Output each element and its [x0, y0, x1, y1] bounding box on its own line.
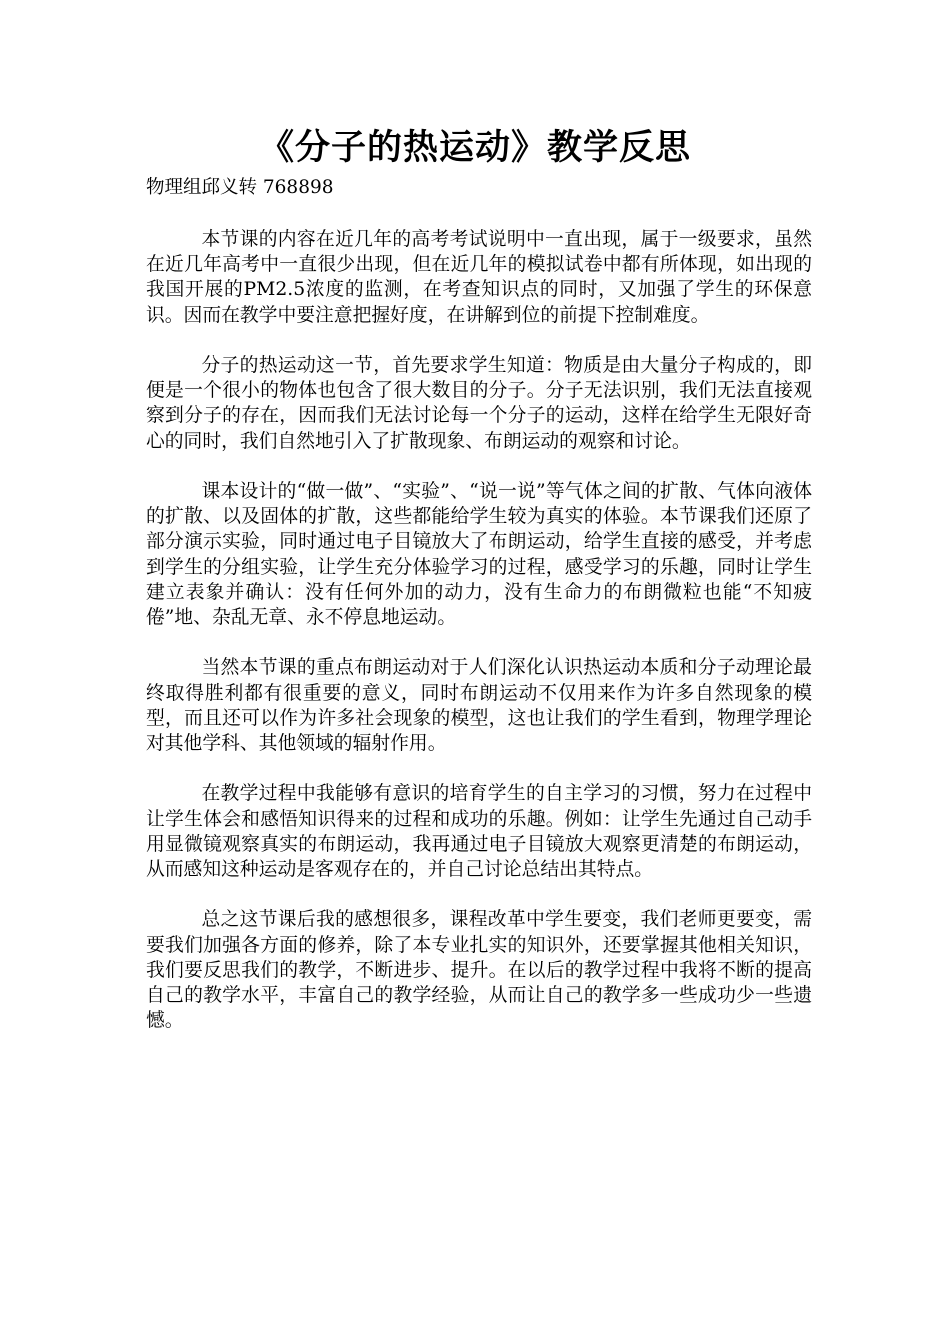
- paragraph-2: 分子的热运动这一节，首先要求学生知道：物质是由大量分子构成的，即便是一个很小的物体也包含了很大数目的分子。分子无法识别，我们无法直接观察到分子的存在，因而我们无法讨论每一个分子的运动，这样在给学生无限好奇心的同时，我们自然地引入了扩散现象、布朗运动的观察和讨论。: [146, 355, 812, 452]
- document-body: [146, 227, 812, 1059]
- paragraph-6: 总之这节课后我的感想很多，课程改革中学生要变，我们老师更要变，需要我们加强各方面的修养，除了本专业扎实的知识外，还要掌握其他相关知识，我们要反思我们的教学，不断进步、提升。在以后的教学过程中我将不断的提高自己的教学水平，丰富自己的教学经验，从而让自己的教学多一些成功少一些遗憾。: [146, 909, 812, 1032]
- paragraph-5: 在教学过程中我能够有意识的培育学生的自主学习的习惯，努力在过程中让学生体会和感悟知识得来的过程和成功的乐趣。例如：让学生先通过自己动手用显微镜观察真实的布朗运动，我再通过电子目镜放大观察更清楚的布朗运动，从而感知这种运动是客观存在的，并自己讨论总结出其特点。: [146, 783, 812, 881]
- paragraph-1: 本节课的内容在近几年的高考考试说明中一直出现，属于一级要求，虽然在近几年高考中一直很少出现，但在近几年的模拟试卷中都有所体现，如出现的我国开展的PM2.5浓度的监测，在考查知识点的同时，又加强了学生的环保意识。因而在教学中要注意把握好度，在讲解到位的前提下控制难度。: [146, 229, 812, 326]
- paragraph-3: 课本设计的“做一做”、“实验”、“说一说”等气体之间的扩散、气体向液体的扩散、以及固体的扩散，这些都能给学生较为真实的体验。本节课我们还原了部分演示实验，同时通过电子目镜放大了布朗运动，给学生直接的感受，并考虑到学生的分组实验，让学生充分体验学习的过程，感受学习的乐趣，同时让学生建立表象并确认：没有任何外加的动力，没有生命力的布朗微粒也能“不知疲倦”地、杂乱无章、永不停息地运动。: [146, 481, 812, 629]
- paragraph-4: 当然本节课的重点布朗运动对于人们深化认识热运动本质和分子动理论最终取得胜利都有很重要的意义，同时布朗运动不仅用来作为许多自然现象的模型，而且还可以作为许多社会现象的模型，这也让我们的学生看到，物理学理论对其他学科、其他领域的辐射作用。: [146, 657, 812, 755]
- document-title: 《分子的热运动》教学反思: [258, 127, 691, 168]
- author-line: 物理组邱义转 768898: [146, 177, 334, 198]
